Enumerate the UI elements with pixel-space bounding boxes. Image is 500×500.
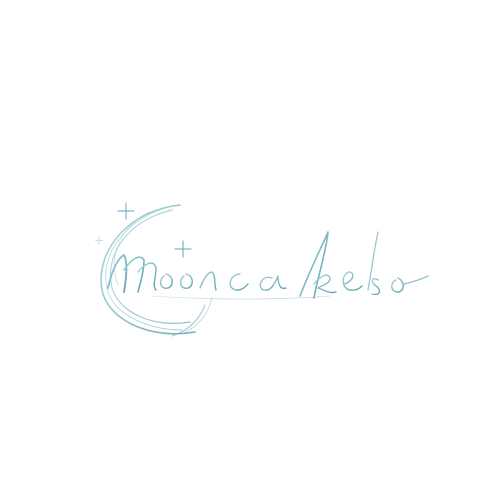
wordmark-strokes (108, 232, 428, 299)
